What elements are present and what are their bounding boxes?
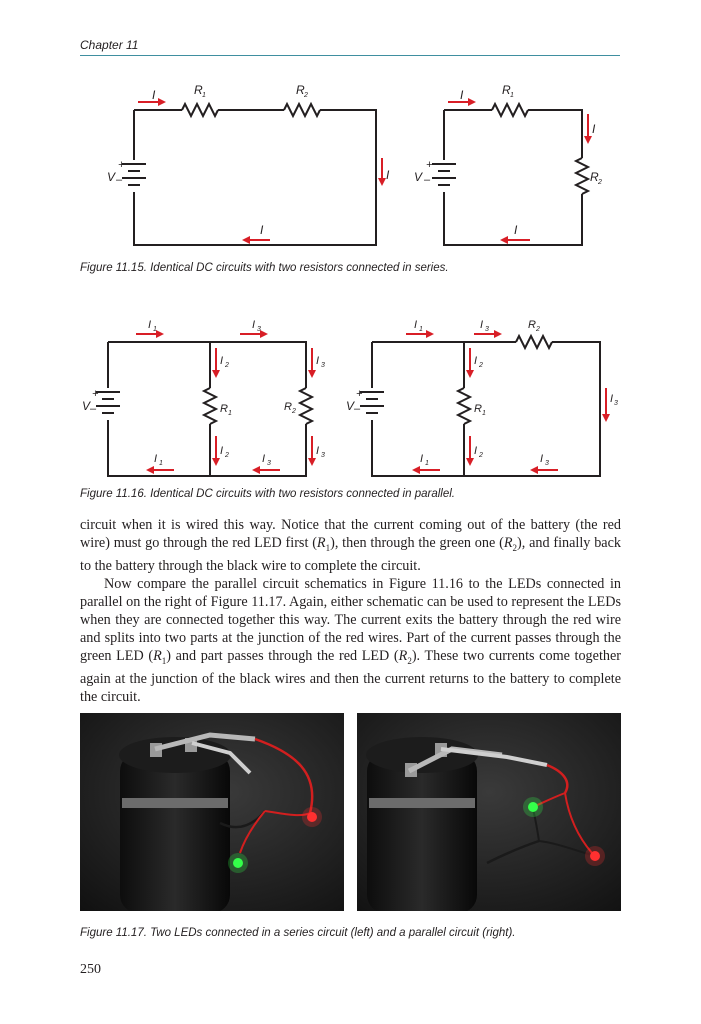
figure-11-15-caption: Figure 11.15. Identical DC circuits with two resistors connected in series. [80,262,449,274]
resistor-r2 [300,388,312,424]
svg-text:2: 2 [479,362,483,369]
svg-text:+: + [92,388,99,400]
svg-text:I: I [316,355,320,367]
svg-text:2: 2 [479,452,483,459]
photo-parallel-circuit [357,713,621,911]
svg-text:I: I [262,453,266,465]
svg-text:3: 3 [257,326,261,333]
figure-11-16-caption: Figure 11.16. Identical DC circuits with two resistors connected in parallel. [80,488,455,500]
resistor-r1 [458,388,470,424]
body-text [80,516,621,706]
battery-symbol [96,392,120,413]
svg-text:+: + [118,159,125,171]
resistor-r2 [516,336,552,348]
svg-text:I: I [220,445,224,457]
svg-text:I: I [260,223,264,237]
svg-text:I: I [480,319,484,331]
svg-text:I: I [592,122,596,136]
svg-text:I: I [474,445,478,457]
svg-text:1: 1 [159,460,163,467]
svg-text:R: R [502,83,511,97]
svg-text:1: 1 [202,92,206,99]
svg-text:I: I [460,88,464,102]
svg-text:3: 3 [485,326,489,333]
svg-text:I: I [610,393,614,405]
battery-photo [367,753,477,911]
svg-text:I: I [220,355,224,367]
svg-text:I: I [414,319,418,331]
svg-text:I: I [540,453,544,465]
svg-text:2: 2 [304,92,308,99]
svg-text:2: 2 [536,326,540,333]
figure-11-15-right-circuit [410,80,610,260]
resistor-r1 [204,388,216,424]
svg-text:1: 1 [153,326,157,333]
svg-text:2: 2 [225,452,229,459]
resistor-r2 [576,158,588,194]
battery-photo [120,753,230,911]
resistor-r1 [492,104,528,116]
svg-text:–: – [354,403,361,415]
svg-text:–: – [116,174,123,186]
svg-text:–: – [90,403,97,415]
resistor-r2 [284,104,320,116]
page-number: 250 [80,962,101,977]
svg-text:–: – [424,174,431,186]
svg-text:V: V [82,399,91,413]
svg-text:V: V [414,170,423,184]
paragraph-1: circuit when it is wired this way. Notice that the current coming out of the battery (the red wire) must go through the red LED first $(R_1)$, then through the green one $(R_2)$, and finally back to the battery through the black wire to complete the circuit. [80,517,621,574]
svg-text:3: 3 [545,460,549,467]
svg-text:I: I [514,223,518,237]
svg-text:+: + [356,388,363,400]
battery-symbol [122,164,146,185]
svg-text:R: R [284,401,292,413]
svg-text:3: 3 [614,400,618,407]
svg-text:I: I [252,319,256,331]
svg-text:1: 1 [419,326,423,333]
svg-text:2: 2 [225,362,229,369]
svg-text:1: 1 [510,92,514,99]
svg-text:V: V [346,399,355,413]
svg-text:I: I [154,453,158,465]
svg-text:2: 2 [598,179,602,186]
current-label: I [152,88,156,102]
header-rule [80,55,620,56]
battery-symbol [360,392,384,413]
svg-text:1: 1 [482,410,486,417]
svg-text:R: R [528,319,536,331]
svg-text:3: 3 [321,452,325,459]
svg-text:3: 3 [267,460,271,467]
svg-text:I: I [148,319,152,331]
svg-text:I: I [316,445,320,457]
svg-text:R: R [474,403,482,415]
photo-series-circuit [80,713,344,911]
svg-text:I: I [474,355,478,367]
figure-11-15-left-circuit [100,80,390,260]
svg-text:R: R [590,170,599,184]
svg-text:1: 1 [425,460,429,467]
chapter-header: Chapter 11 [80,38,139,52]
svg-text:+: + [426,159,433,171]
svg-text:1: 1 [228,410,232,417]
svg-text:V: V [107,170,116,184]
figure-11-16-right-circuit [344,312,618,482]
figure-11-17-caption: Figure 11.17. Two LEDs connected in a series circuit (left) and a parallel circuit (right). [80,927,516,939]
svg-text:R: R [220,403,228,415]
paragraph-2: Now compare the parallel circuit schematics in Figure 11.16 to the LEDs connected in parallel on the right of Figure 11.17. Again, either schematic can be used to represent the LEDs when they are connected together this way. The current exits the battery through the red wire and splits into two parts at the junction of the red wires. Part of the current passes through the green LED $(R_1)$ and part passes through the red LED $(R_2)$. These two currents come together again at the junction of the black wires and then the current returns to the battery to complete the circuit. [80,575,622,705]
svg-text:I: I [420,453,424,465]
figure-11-16-left-circuit [80,312,325,482]
resistor-r1 [182,104,218,116]
svg-text:3: 3 [321,362,325,369]
svg-text:R: R [194,83,203,97]
svg-text:I: I [386,168,390,182]
battery-symbol [432,164,456,185]
svg-text:2: 2 [292,408,296,415]
svg-text:R: R [296,83,305,97]
